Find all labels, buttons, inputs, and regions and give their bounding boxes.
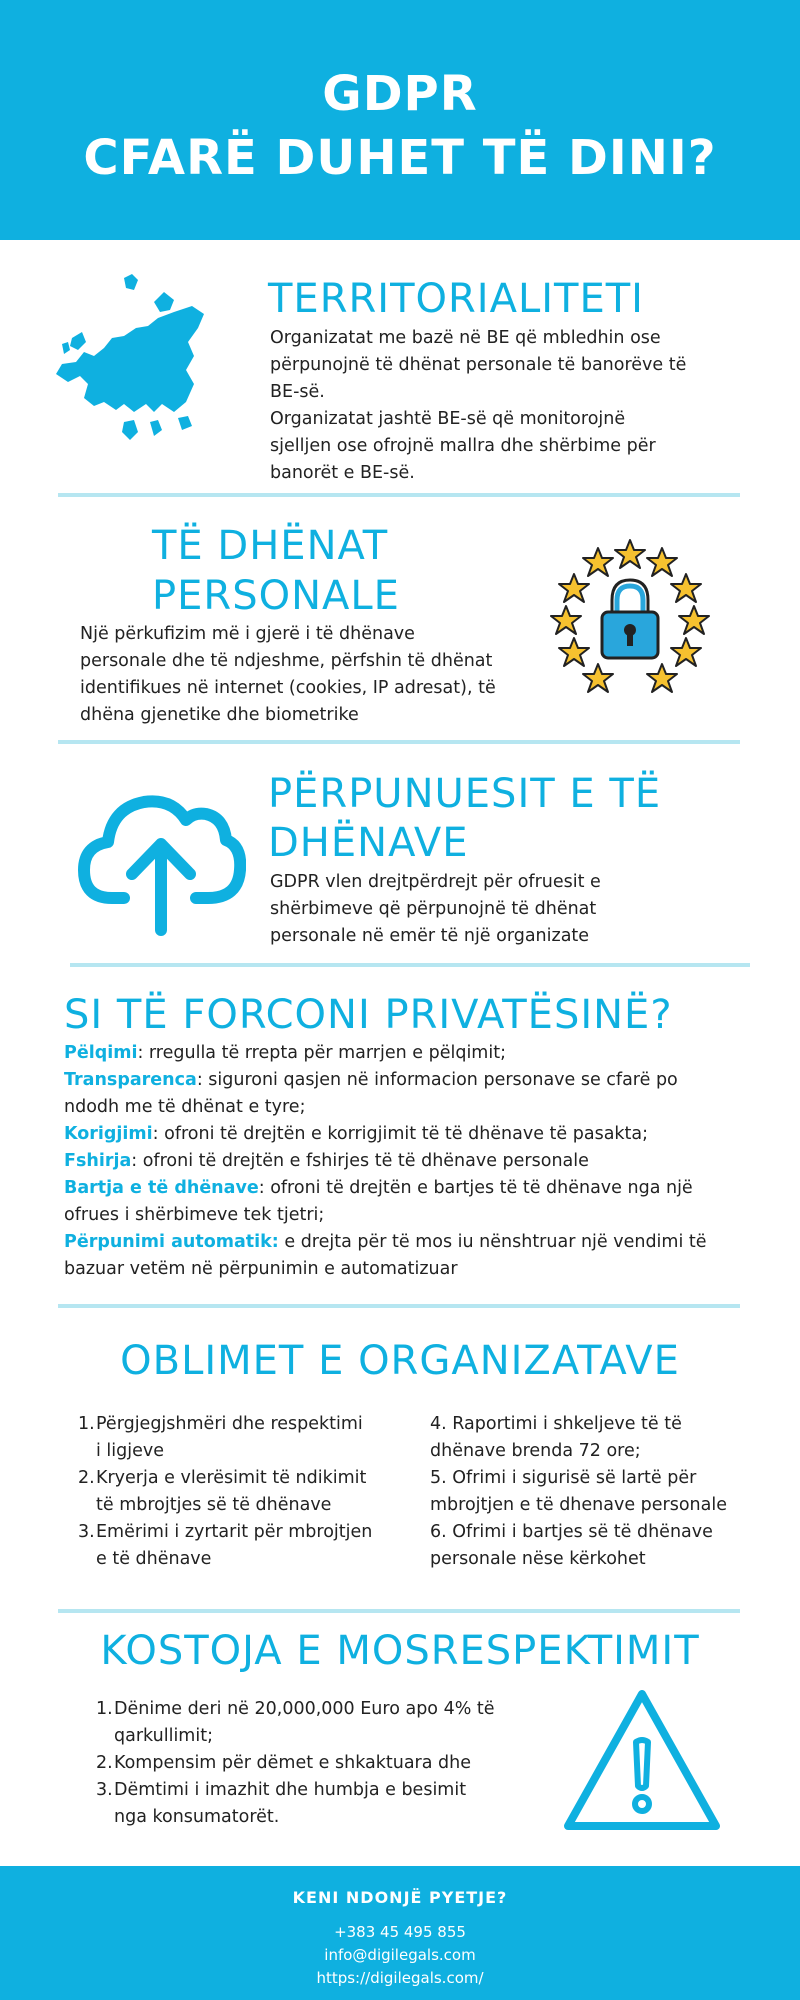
kostoja-line: qarkullimit; — [114, 1726, 213, 1746]
perpunuesit-title-line2: DHËNAVE — [268, 820, 469, 866]
oblimet-item — [78, 1411, 408, 1465]
kostoja-item — [96, 1777, 536, 1831]
privatesia-list — [64, 1040, 744, 1283]
text-line: personale në emër të një organizate — [270, 926, 590, 946]
privatesia-term: Bartja e të dhënave — [64, 1178, 259, 1198]
privatesia-item — [64, 1040, 744, 1067]
kostoja-num: 1. — [96, 1699, 113, 1719]
privatesia-item — [64, 1175, 744, 1202]
te-dhenat-title-line1: TË DHËNAT — [152, 523, 389, 569]
privatesia-desc: : ofroni të drejtën e fshirjes të të dhënave personale — [131, 1151, 589, 1171]
text-line: përpunojnë të dhënat personale të banorëve të — [270, 355, 687, 375]
footer-question: KENI NDONJË PYETJE? — [292, 1888, 508, 1907]
perpunuesit-title-line1: PËRPUNUESIT E TË — [268, 771, 662, 817]
oblimet-num: 2. — [78, 1468, 95, 1488]
footer-phone[interactable]: +383 45 495 855 — [334, 1923, 466, 1941]
privatesia-desc: : siguroni qasjen në informacion personave se cfarë po — [196, 1070, 678, 1090]
text-line: GDPR vlen drejtpërdrejt për ofruesit e — [270, 872, 601, 892]
oblimet-line: Emërimi i zyrtarit për mbrojtjen — [96, 1522, 373, 1542]
oblimet-line: personale nëse kërkohet — [430, 1549, 646, 1569]
europe-map-icon — [54, 272, 244, 452]
cloud-upload-icon — [76, 770, 246, 940]
kostoja-line: Dëmtimi i imazhit dhe humbja e besimit — [114, 1780, 467, 1800]
kostoja-num: 3. — [96, 1780, 113, 1800]
section-divider — [70, 963, 750, 967]
privatesia-item — [64, 1121, 744, 1148]
oblimet-title: OBLIMET E ORGANIZATAVE — [120, 1338, 680, 1384]
text-line: personale dhe të ndjeshme, përfshin të dhënat — [80, 651, 493, 671]
page-title-line2: CFARË DUHET TË DINI? — [83, 130, 717, 186]
footer-email-link[interactable]: info@digilegals.com — [324, 1946, 476, 1964]
territorialiteti-title: TERRITORIALITETI — [268, 276, 644, 322]
text-line: shërbimeve që përpunojnë të dhënat — [270, 899, 597, 919]
page-title-line1: GDPR — [322, 66, 478, 122]
oblimet-line: mbrojtjen e të dhenave personale — [430, 1495, 728, 1515]
oblimet-line: 6. Ofrimi i bartjes së të dhënave — [430, 1522, 713, 1542]
text-line: sjelljen ose ofrojnë mallra dhe shërbime për — [270, 436, 656, 456]
privatesia-term: Korigjimi — [64, 1124, 153, 1144]
privatesia-term: Pëlqimi — [64, 1043, 138, 1063]
text-line: Një përkufizim më i gjerë i të dhënave — [80, 624, 415, 644]
privatesia-desc: : ofroni të drejtën e korrigjimit të të dhënave të pasakta; — [152, 1124, 649, 1144]
oblimet-line: 5. Ofrimi i sigurisë së lartë për — [430, 1468, 697, 1488]
eu-lock-icon — [550, 530, 710, 700]
oblimet-line: Kryerja e vlerësimit të ndikimit — [96, 1468, 367, 1488]
text-line: Organizatat jashtë BE-së që monitorojnë — [270, 409, 626, 429]
territorialiteti-text — [270, 325, 740, 487]
footer-website-link[interactable]: https://digilegals.com/ — [316, 1969, 484, 1987]
privatesia-desc-cont: bazuar vetëm në përpunimin e automatizuar — [64, 1259, 458, 1279]
privatesia-term: Fshirja — [64, 1151, 132, 1171]
kostoja-list — [96, 1696, 536, 1831]
contact-footer — [0, 1866, 800, 2000]
kostoja-item — [96, 1696, 536, 1750]
privatesia-title: SI TË FORCONI PRIVATËSINË? — [64, 992, 673, 1038]
oblimet-left-list — [78, 1411, 408, 1573]
privatesia-term: Transparenca — [64, 1070, 197, 1090]
section-divider — [58, 1609, 740, 1613]
oblimet-line: 4. Raportimi i shkeljeve të të — [430, 1414, 682, 1434]
privatesia-desc-cont: ndodh me të dhënat e tyre; — [64, 1097, 306, 1117]
te-dhenat-title-line2: PERSONALE — [152, 573, 400, 619]
oblimet-right-list — [430, 1411, 760, 1573]
perpunuesit-text — [270, 869, 740, 950]
text-line: Organizatat me bazë në BE që mbledhin ose — [270, 328, 661, 348]
oblimet-item — [78, 1465, 408, 1519]
kostoja-line: nga konsumatorët. — [114, 1807, 280, 1827]
privatesia-item — [64, 1148, 744, 1175]
oblimet-num: 3. — [78, 1522, 95, 1542]
privatesia-item — [64, 1067, 744, 1094]
section-divider — [58, 1304, 740, 1308]
oblimet-line: e të dhënave — [96, 1549, 212, 1569]
warning-icon — [560, 1686, 724, 1834]
kostoja-line: Dënime deri në 20,000,000 Euro apo 4% të — [114, 1699, 495, 1719]
text-line: dhëna gjenetike dhe biometrike — [80, 705, 359, 725]
header-banner — [0, 0, 800, 240]
section-divider — [58, 493, 740, 497]
privatesia-desc: : rregulla të rrepta për marrjen e pëlqimit; — [137, 1043, 506, 1063]
text-line: banorët e BE-së. — [270, 463, 415, 483]
oblimet-line: i ligjeve — [96, 1441, 165, 1461]
kostoja-line: Kompensim për dëmet e shkaktuara dhe — [114, 1753, 472, 1773]
section-divider — [58, 740, 740, 744]
text-line: identifikues në internet (cookies, IP adresat), të — [80, 678, 496, 698]
oblimet-item — [78, 1519, 408, 1573]
privatesia-desc: : ofroni të drejtën e bartjes të të dhënave nga një — [258, 1178, 693, 1198]
kostoja-title: KOSTOJA E MOSRESPEKTIMIT — [100, 1628, 700, 1674]
privatesia-term: Përpunimi automatik: — [64, 1232, 279, 1252]
oblimet-line: Përgjegjshmëri dhe respektimi — [96, 1414, 363, 1434]
oblimet-line: të mbrojtjes së të dhënave — [96, 1495, 332, 1515]
oblimet-num: 1. — [78, 1414, 95, 1434]
privatesia-desc: e drejta për të mos iu nënshtruar një vendimi të — [278, 1232, 707, 1252]
text-line: BE-së. — [270, 382, 325, 402]
te-dhenat-text — [80, 621, 540, 729]
oblimet-line: dhënave brenda 72 ore; — [430, 1441, 641, 1461]
privatesia-item — [64, 1229, 744, 1256]
kostoja-num: 2. — [96, 1753, 113, 1773]
kostoja-item — [96, 1750, 536, 1777]
privatesia-desc-cont: ofrues i shërbimeve tek tjetri; — [64, 1205, 325, 1225]
